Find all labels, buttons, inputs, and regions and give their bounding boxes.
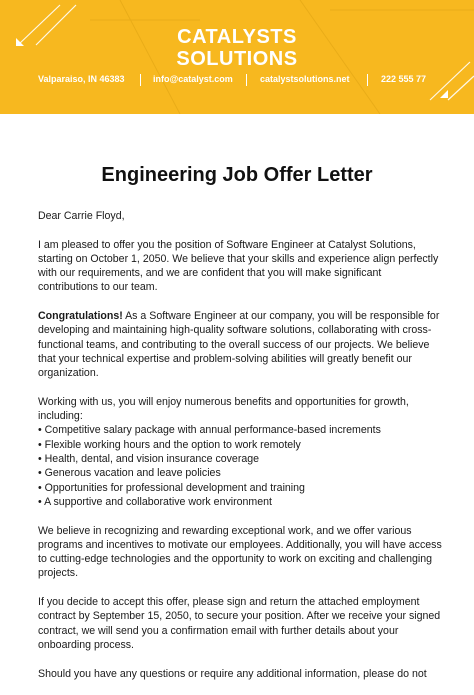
list-item: • Opportunities for professional development and training bbox=[38, 481, 444, 495]
location-text: Valparaiso, IN 46383 bbox=[38, 74, 125, 84]
benefits-intro: Working with us, you will enjoy numerous benefits and opportunities for growth, including: bbox=[38, 395, 409, 423]
paragraph-responsibilities bbox=[38, 309, 444, 380]
letterhead-banner bbox=[0, 0, 474, 114]
paragraph-acceptance: If you decide to accept this offer, please sign and return the attached employment contract by September 15, 2050, to secure your position. After we receive your signed contract, we will send you a confirmation email with further details about your onboarding process. bbox=[38, 596, 441, 651]
list-item: • A supportive and collaborative work environment bbox=[38, 495, 444, 509]
salutation: Dear Carrie Floyd, bbox=[38, 210, 125, 222]
list-item: • Health, dental, and vision insurance coverage bbox=[38, 452, 444, 466]
congratulations-label: Congratulations! bbox=[38, 310, 123, 323]
list-item: • Competitive salary package with annual performance-based increments bbox=[38, 423, 444, 437]
company-name-line1: CATALYSTS bbox=[177, 26, 297, 48]
contact-divider bbox=[246, 74, 247, 86]
contact-divider bbox=[140, 74, 141, 86]
website-text: catalystsolutions.net bbox=[260, 74, 350, 84]
email-text: info@catalyst.com bbox=[153, 74, 233, 84]
letter-body bbox=[38, 209, 444, 695]
paragraph-rewards: We believe in recognizing and rewarding exceptional work, and we offer various programs and incentives to motivate our employees. Additionally, you will have access to cutting-edge technologies and the opportunity to work on exciting and challenging projects. bbox=[38, 524, 442, 580]
paragraph-intro: I am pleased to offer you the position of Software Engineer at Catalyst Solutions, starting on October 1, 2050. We believe that your skills and experience align perfectly with our requirements, and we are confident that you will make significant contributions to our team. bbox=[38, 238, 439, 294]
company-name-line2: SOLUTIONS bbox=[176, 48, 298, 70]
benefits-list bbox=[38, 423, 444, 509]
paragraph-questions: Should you have any questions or require any additional information, please do not bbox=[38, 667, 427, 680]
company-name bbox=[0, 26, 474, 70]
contact-divider bbox=[367, 74, 368, 86]
list-item: • Flexible working hours and the option to work remotely bbox=[38, 438, 444, 452]
responsibilities-text: As a Software Engineer at our company, you will be responsible for developing and maintaining high-quality software solutions, collaborating with cross-functional teams, and contributing to the overall success of our projects. We believe that your technical expertise and problem-solving abilities will greatly benefit our organization. bbox=[38, 310, 440, 380]
contact-row bbox=[0, 74, 474, 88]
page-title: Engineering Job Offer Letter bbox=[101, 164, 373, 186]
phone-text: 222 555 77 bbox=[381, 74, 427, 84]
list-item: • Generous vacation and leave policies bbox=[38, 466, 444, 480]
